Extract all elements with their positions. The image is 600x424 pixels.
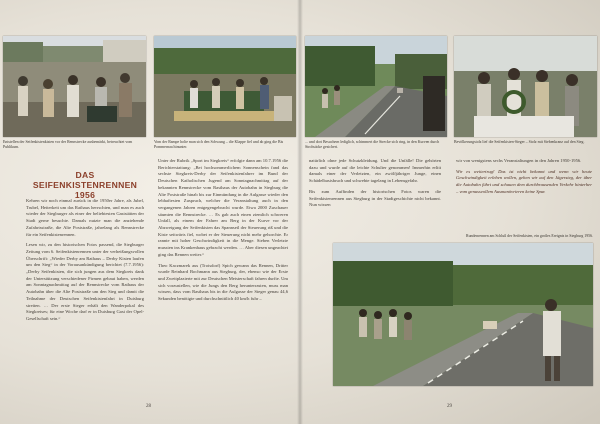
photo-crowd-start bbox=[3, 36, 146, 137]
text-column-1 bbox=[26, 198, 144, 327]
article-title-line2: 1956 bbox=[74, 190, 96, 200]
text-column-2 bbox=[158, 158, 288, 307]
caption-photo-2: Vom der Rampe holte man sich den Schwung – die Klappe fiel und ab ging die Bis Pommernaa hinunter. bbox=[154, 140, 284, 149]
col4-quote: Wir es weitertrug! Das ist nicht bekannt und wenn wir heute Geschwindigkeit erleben wollen, gehen wir auf den Jägersteg, der über die Autobahn führt und schauen dem durchbrausenden Verkehr hinterher – vom genussvollem Ausmanövrieren keine Spur. bbox=[456, 168, 592, 194]
article-title-line1: DAS SEIFENKISTENRENNEN bbox=[32, 170, 138, 190]
photo-winner-wreath bbox=[454, 36, 597, 137]
col2-paragraph-2: Theo Kaczmarek aus (Troisdorf) Spich gewann das Rennen, Dritter wurde Reinhard Bochmann aus Siegburg, der, ebenso wie der Erste und Zweitplazierte mit zur Deutschen Meisterschaft fahren durfte. Um sich vorzustellen, wie die Jungs den Berg herunterrasten, muss man wissen, dass vom Rasthaus bis in die Aulgasse der Sieger genau 44,6 Sekunden benötigte und durchschnittlich 40 km/h fuhr – bbox=[158, 262, 288, 302]
page-number-right: 29 bbox=[447, 404, 452, 409]
photo-street-race bbox=[305, 36, 447, 137]
col3-paragraph-1: natürlich ohne jede Schutzkleidung. Und die Unfälle! Die gehörten dazu und wurde auf die leichte Schulter genommen! Immerhin erlitt damals einer der Verletzten, ein zwölfjähriger Junge, einen Schädelbasisbruch und schwebte tagelang in Lebensgefahr. bbox=[309, 158, 441, 184]
col2-paragraph-1: Unter der Rubrik „Sport im Siegkreis“ erfolgte dann am 10.7.1956 die Berichterstattung: „Bei hochsommerlichem Sonnenschein fand das sechste Siegkreis-Derby der Seifenkistenfahrer im Bund der Deutschen Katholischen Jugend am Sonntagnachmittag auf der bekannten Rennstrecke vom Rasthaus der Autobahn in Siegburg die Alte Poststraße hinab bis zur Einmündung in die Aulgasse wieder den lebhaftesten Zuspruch, welcher die Veranstaltung auch in den vergangenen Jahren entgegengebracht wurde. Etwa 2000 Zuschauer säumten die Rennstrecke. … Es gab auch einen ziemlich schweren Unfall, als einem der Fahrer am Berg in der Kurve vor der Abzweigung der Seifenkisten das Spannseil der Steuerung riß und die Kiste seitwärts fiel, wobei er der Steuerung nicht mehr gehorchte. Er rannte mit hoher Geschwindigkeit in die Menge. Sieben Verletzte mussten ins Krankenhaus gebracht werden. … Aber diesen ungeachtet ging das Rennen weiter.“ bbox=[158, 158, 288, 257]
caption-photo-1: Entstellen der Seifenkistenkisten vor der Rennstrecke ausbemärkt, betreuchtet vom Publikum. bbox=[3, 140, 133, 149]
page-number-left: 28 bbox=[146, 404, 151, 409]
photo-race-finish bbox=[333, 243, 593, 386]
photo-ramp-start bbox=[154, 36, 296, 137]
caption-photo-5: Rundenrennen am Schluß der Seifenkisten, ein großes Ereignis in Siegburg 1956. bbox=[466, 234, 593, 238]
text-column-3 bbox=[309, 158, 441, 213]
caption-photo-3: ... und dort Besuchern lediglich, schimmert die Strecke sich ring, in den Kurven durch Strohsäcke gesichert. bbox=[305, 140, 440, 149]
col1-paragraph-1: Kehren wir noch einmal zurück in die 1950er Jahre, als Jubel, Trubel, Heiterkeit um das Rathaus herrschten, und man es auch wieder der Siegburger als einer der beliebtesten Gaststätten der Stadt gerne besuchte. Damals nutzte man die anziehende Zufahrtsstraße, die Alte Poststraße, jahrelang als Rennstrecke für ein Seifenkistenrennen. bbox=[26, 198, 144, 237]
col3-paragraph-2: Bis zum Auffinden der historischen Fotos waren die Seifenkistenrennen aus Siegburg in der Stadtgeschichte nicht bekannt. Nun wissen bbox=[309, 188, 441, 208]
caption-photo-4: Bevölkerungstolz lief die Seifenkisten-Sieger – Stolz mit Siebenkranz auf den Sieg. bbox=[454, 140, 585, 144]
col1-paragraph-2: Lesen wir, zu den historischen Fotos passend, die Siegburger Zeitung vom 6. Seifenkistenrennen unter der verheißungsvollen Überschrift: „Wieder Derby am Rathaus – Derby Kisten laufen um den Sieg“ in der Vorausankündigung berichtet (7.7.1956): „Derby Seifenkisten, die sich jungen aus dem Siegkreis dank der Unterstützung verschiedener Firmen gebaut haben, werden am Sonntagnachmittag auf der Rennstrecke vom Rathaus der Autobahn über die Alte Poststraße um den Sieg und damit die Teilnahme der Deutschen Seifenkistenfahrt in Duisburg streiten. … Der erste Sieger erhält den Wanderpokal des Siegkreises; für eine Woche darf er in Duisburg Gast der Opel-Gesellschaft sein.“ bbox=[26, 242, 144, 321]
text-column-4 bbox=[456, 158, 592, 200]
col4-paragraph-1: wir von wenigstens sechs Veranstaltungen in den Jahren 1950-1956. bbox=[456, 158, 582, 163]
article-title bbox=[26, 170, 144, 200]
book-spine bbox=[297, 0, 303, 424]
